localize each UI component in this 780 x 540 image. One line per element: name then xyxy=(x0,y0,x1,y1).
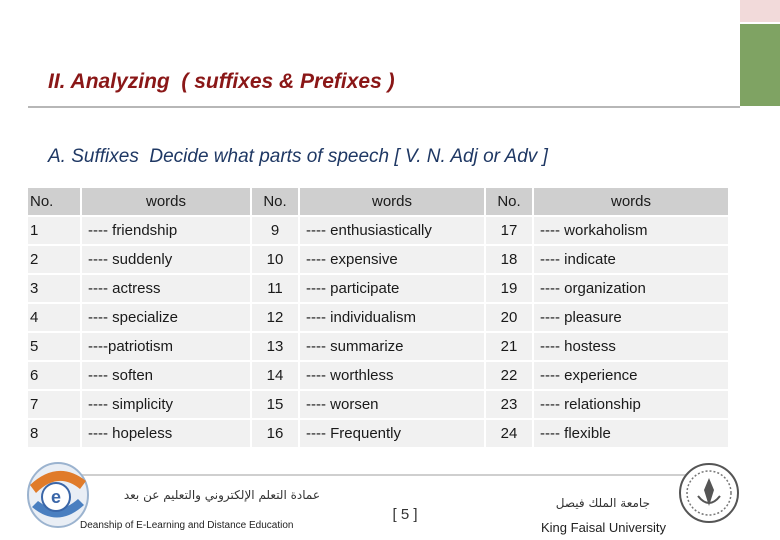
corner-accent-green xyxy=(740,24,780,106)
row-number-cell: 13 xyxy=(250,333,298,360)
table-row xyxy=(28,217,728,244)
university-arabic-name: جامعة الملك فيصل xyxy=(555,496,650,510)
header-no-3: No. xyxy=(484,188,532,215)
header-no-1: No. xyxy=(28,188,80,215)
word-cell: ---- individualism xyxy=(298,304,484,331)
word-cell: ---- organization xyxy=(532,275,728,302)
row-number-cell: 9 xyxy=(250,217,298,244)
header-words-3: words xyxy=(532,188,728,215)
row-number-cell: 15 xyxy=(250,391,298,418)
row-number-cell: 18 xyxy=(484,246,532,273)
word-cell: ---- soften xyxy=(80,362,250,389)
header-words-1: words xyxy=(80,188,250,215)
dept-arabic-name: عمادة التعلم الإلكتروني والتعليم عن بعد xyxy=(123,488,320,502)
table-row xyxy=(28,333,728,360)
row-number-cell: 22 xyxy=(484,362,532,389)
row-number-cell: 21 xyxy=(484,333,532,360)
page-number: [ 5 ] xyxy=(392,506,418,523)
svg-text:e: e xyxy=(50,487,62,507)
word-cell: ---- worthless xyxy=(298,362,484,389)
table-row xyxy=(28,362,728,389)
row-number-cell: 4 xyxy=(28,304,80,331)
word-cell: ---- expensive xyxy=(298,246,484,273)
dept-english-name: Deanship of E-Learning and Distance Education xyxy=(80,520,294,531)
row-number-cell: 3 xyxy=(28,275,80,302)
word-cell: ---- indicate xyxy=(532,246,728,273)
row-number-cell: 16 xyxy=(250,420,298,447)
word-cell: ---- pleasure xyxy=(532,304,728,331)
slide-subtitle: A. Suffixes Decide what parts of speech [ V. N. Adj or Adv ] xyxy=(48,146,548,167)
row-number-cell: 8 xyxy=(28,420,80,447)
word-cell: ---- actress xyxy=(80,275,250,302)
row-number-cell: 2 xyxy=(28,246,80,273)
word-cell: ---- workaholism xyxy=(532,217,728,244)
row-number-cell: 6 xyxy=(28,362,80,389)
word-cell: ---- summarize xyxy=(298,333,484,360)
word-cell: ---- worsen xyxy=(298,391,484,418)
university-english-name: King Faisal University xyxy=(541,520,666,535)
university-seal-icon xyxy=(678,462,740,524)
row-number-cell: 17 xyxy=(484,217,532,244)
row-number-cell: 24 xyxy=(484,420,532,447)
row-number-cell: 12 xyxy=(250,304,298,331)
word-cell: ---- enthusiastically xyxy=(298,217,484,244)
word-cell: ---- simplicity xyxy=(80,391,250,418)
header-no-2: No. xyxy=(250,188,298,215)
header-words-2: words xyxy=(298,188,484,215)
word-cell: ---- friendship xyxy=(80,217,250,244)
row-number-cell: 10 xyxy=(250,246,298,273)
table-row xyxy=(28,246,728,273)
word-cell: ---- relationship xyxy=(532,391,728,418)
word-cell: ---- experience xyxy=(532,362,728,389)
table-header-row xyxy=(28,188,728,215)
row-number-cell: 19 xyxy=(484,275,532,302)
row-number-cell: 7 xyxy=(28,391,80,418)
table-row xyxy=(28,275,728,302)
suffix-table xyxy=(28,186,728,449)
word-cell: ---- hopeless xyxy=(80,420,250,447)
corner-accent-pink xyxy=(740,0,780,22)
word-cell: ---- flexible xyxy=(532,420,728,447)
row-number-cell: 14 xyxy=(250,362,298,389)
row-number-cell: 23 xyxy=(484,391,532,418)
word-cell: ---- Frequently xyxy=(298,420,484,447)
row-number-cell: 11 xyxy=(250,275,298,302)
row-number-cell: 1 xyxy=(28,217,80,244)
slide-title: II. Analyzing ( suffixes & Prefixes ) xyxy=(48,70,395,93)
row-number-cell: 5 xyxy=(28,333,80,360)
footer-divider xyxy=(70,474,720,476)
table-row xyxy=(28,391,728,418)
row-number-cell: 20 xyxy=(484,304,532,331)
table-row xyxy=(28,304,728,331)
word-cell: ---- specialize xyxy=(80,304,250,331)
word-cell: ---- hostess xyxy=(532,333,728,360)
title-divider xyxy=(28,106,740,108)
table-row xyxy=(28,420,728,447)
word-cell: ----patriotism xyxy=(80,333,250,360)
word-cell: ---- participate xyxy=(298,275,484,302)
word-cell: ---- suddenly xyxy=(80,246,250,273)
